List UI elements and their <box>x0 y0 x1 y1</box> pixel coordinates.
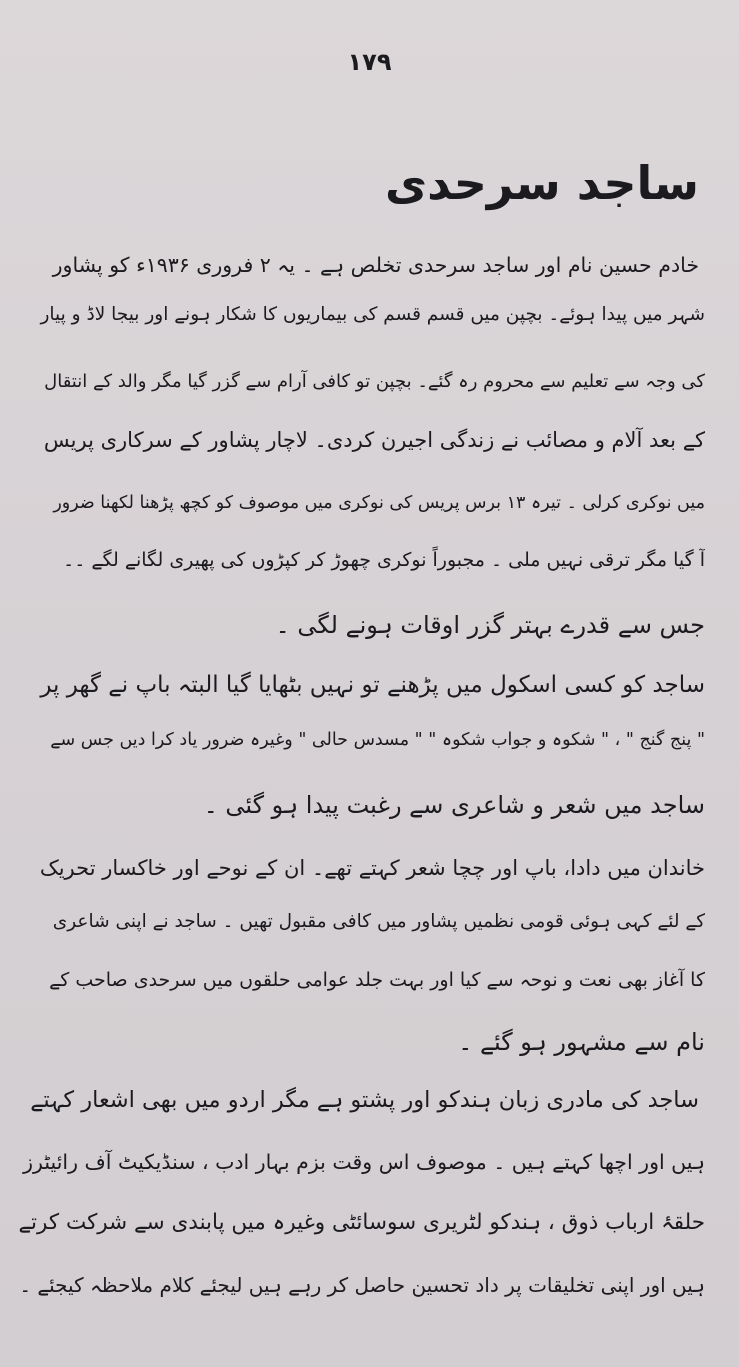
text-line: خادم حسین نام اور ساجد سرحدی تخلص ہے ۔ یہ ۲ فروری ۱۹۳۶ء کو پشاور <box>52 253 699 277</box>
text-line: ہیں اور اپنی تخلیقات پر داد تحسین حاصل کر رہے ہیں لیجئے کلام ملاحظہ کیجئے ۔ <box>19 1273 705 1297</box>
text-line: کا آغاز بھی نعت و نوحہ سے کیا اور بہت جلد عوامی حلقوں میں سرحدی صاحب کے <box>49 969 705 991</box>
text-line: جس سے قدرے بہتر گزر اوقات ہونے لگی ۔ <box>275 611 705 639</box>
text-line: خاندان میں دادا، باپ اور چچا شعر کہتے تھے۔ ان کے نوحے اور خاکسار تحریک <box>39 856 705 880</box>
text-line: میں نوکری کرلی ۔ تیرہ ۱۳ برس پریس کی نوکری میں موصوف کو کچھ پڑھنا لکھنا ضرور <box>53 493 705 513</box>
text-line: ساجد کو کسی اسکول میں پڑھنے تو نہیں بٹھایا گیا البتہ باپ نے گھر پر <box>40 672 705 698</box>
text-line: حلقۂ ارباب ذوق ، ہندکو لٹریری سوسائٹی وغیرہ میں پابندی سے شرکت کرتے <box>18 1210 705 1235</box>
text-line: کے لئے کہی ہوئی قومی نظمیں پشاور میں کافی مقبول تھیں ۔ ساجد نے اپنی شاعری <box>52 911 705 932</box>
text-line: شہر میں پیدا ہوئے۔ بچپن میں قسم قسم کی بیماریوں کا شکار ہونے اور بیجا لاڈ و پیار <box>40 304 705 325</box>
text-line: " پنج گنج " ، " شکوہ و جواب شکوہ " " مسدس حالی " وغیرہ ضرور یاد کرا دیں جس سے <box>50 730 705 750</box>
text-line: آ گیا مگر ترقی نہیں ملی ۔ مجبوراً نوکری چھوڑ کر کپڑوں کی پھیری لگانے لگے ۔۔ <box>63 549 705 571</box>
poet-title: ساجد سرحدی <box>385 156 699 210</box>
text-line: ہیں اور اچھا کہتے ہیں ۔ موصوف اس وقت بزم بہار ادب ، سنڈیکیٹ آف رائیٹرز <box>23 1150 705 1174</box>
text-line: ساجد میں شعر و شاعری سے رغبت پیدا ہو گئی ۔ <box>203 791 705 819</box>
text-line: کے بعد آلام و مصائب نے زندگی اجیرن کردی۔ لاچار پشاور کے سرکاری پریس <box>43 428 705 452</box>
text-line: کی وجہ سے تعلیم سے محروم رہ گئے۔ بچپن تو کافی آرام سے گزر گیا مگر والد کے انتقال <box>44 371 705 392</box>
page-number: ۱۷۹ <box>347 48 392 76</box>
text-line: نام سے مشہور ہو گئے ۔ <box>458 1028 705 1056</box>
text-line: ساجد کی مادری زبان ہندکو اور پشتو ہے مگر اردو میں بھی اشعار کہتے <box>30 1087 699 1113</box>
